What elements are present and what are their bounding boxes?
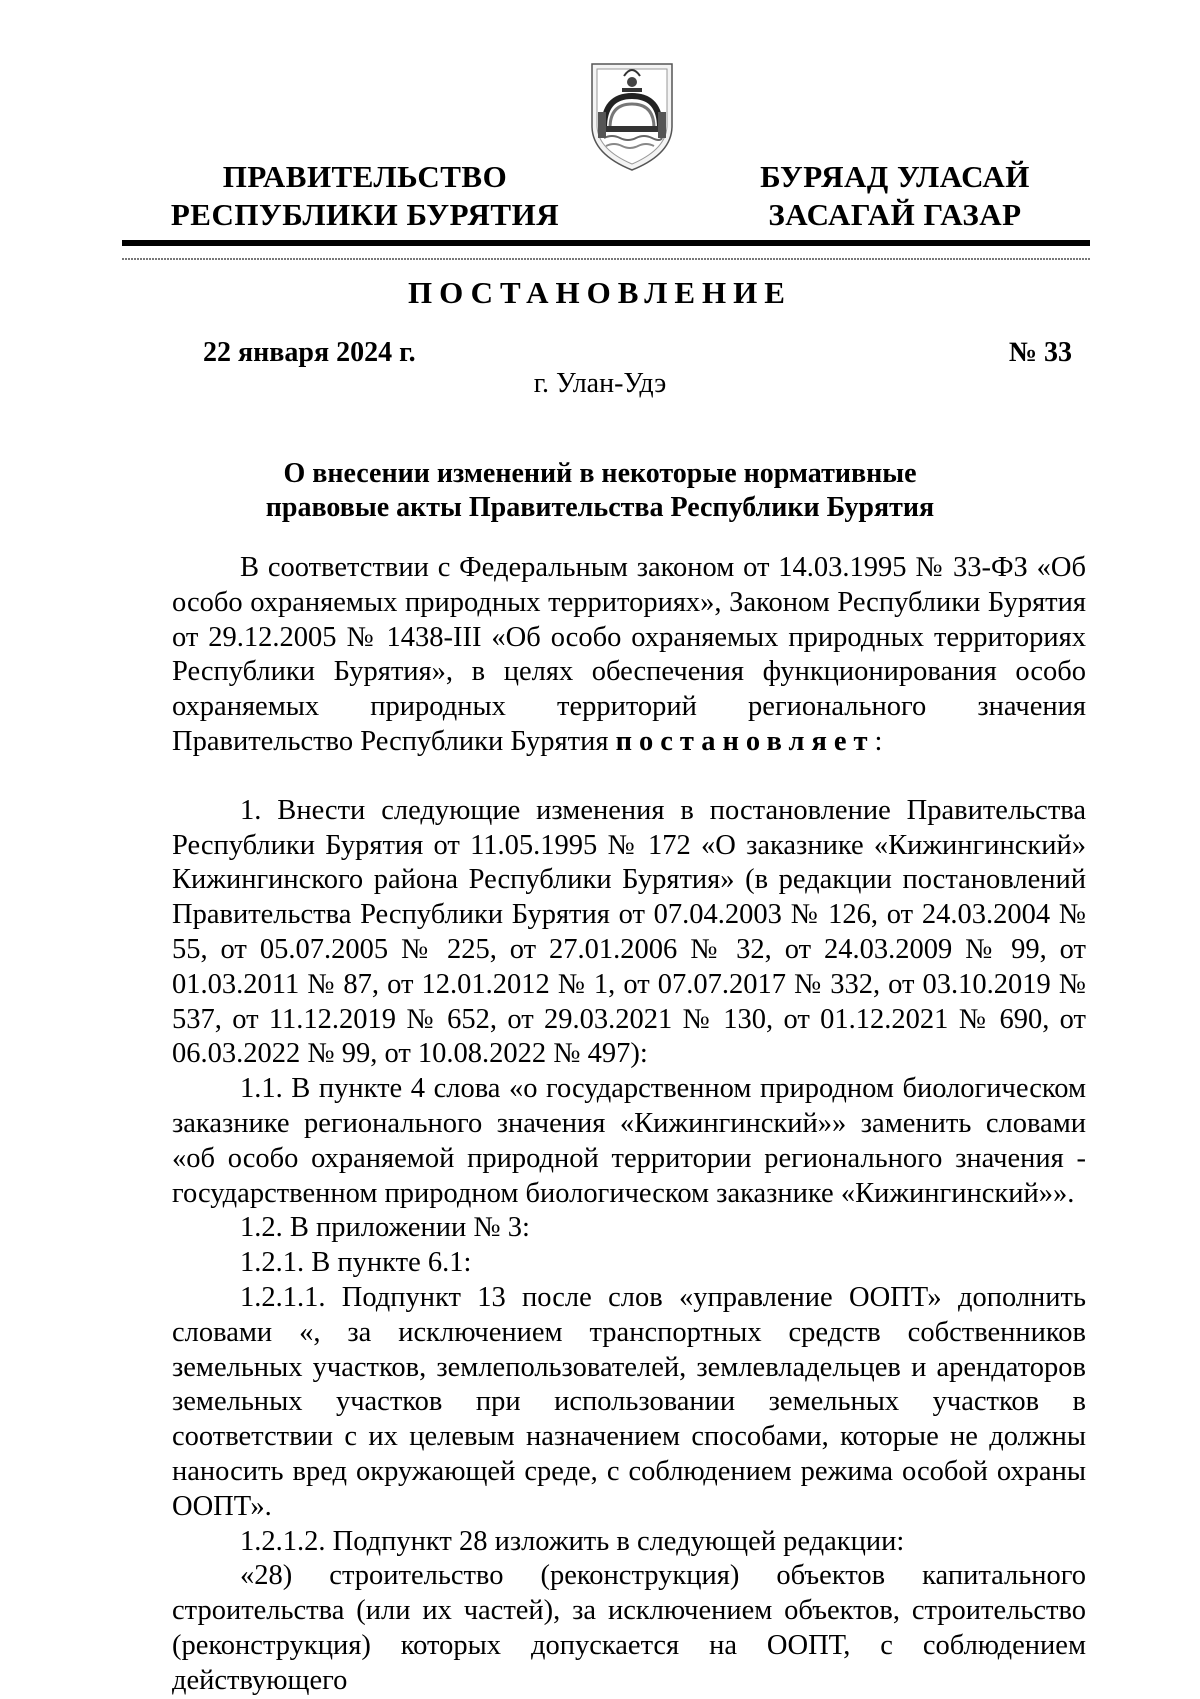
org-name-russian-line2: РЕСПУБЛИКИ БУРЯТИЯ [170, 197, 560, 232]
document-title [160, 457, 1040, 525]
org-name-russian [170, 158, 560, 234]
document-date: 22 января 2024 г. [203, 337, 416, 368]
header-divider-thin [122, 258, 1090, 260]
org-name-russian-line1: ПРАВИТЕЛЬСТВО [222, 159, 508, 194]
document-number: № 33 [1008, 337, 1072, 368]
document-title-line1: О внесении изменений в некоторые нормативные [283, 458, 917, 489]
document-title-line2: правовые акты Правительства Республики Бурятия [265, 492, 935, 523]
clause-1-1: 1.1. В пункте 4 слова «о государственном природном биологическом заказнике регионального значения «Кижингинский»» заменить словами «об особо охраняемой природной территории регионального значения - государственном природном биологическом заказнике «Кижингинский»». [172, 1073, 1086, 1209]
resolves-colon: : [874, 725, 883, 757]
clause-1-2-1: 1.2.1. В пункте 6.1: [240, 1247, 472, 1279]
org-name-buryat-line1: БУРЯАД УЛАСАЙ [760, 159, 1030, 194]
document-body [172, 551, 1086, 1699]
document-type: ПОСТАНОВЛЕНИЕ [408, 275, 792, 310]
clause-28: «28) строительство (реконструкция) объектов капитального строительства (или их частей), за исключением объектов, строительство (реконструкция) которых допускается на ООПТ, с соблюдением действующего [172, 1560, 1086, 1696]
preamble-text: В соответствии с Федеральным законом от 14.03.1995 № 33-ФЗ «Об особо охраняемых природных территориях», Законом Республики Бурятия от 29.12.2005 № 1438-III «Об особо охраняемых природных территориях Республики Бурятия», в целях обеспечения функционирования особо охраняемых природных территорий регионального значения Правительство Республики Бурятия [172, 552, 1086, 757]
clause-1-2-1-1: 1.2.1.1. Подпункт 13 после слов «управление ООПТ» дополнить словами «, за исключением транспортных средств собственников земельных участков, землепользователей, землевладельцев и арендаторов земельных участков при использовании земельных участков в соответствии с их целевым назначением способами, которые не должны наносить вред окружающей среде, с соблюдением режима особой охраны ООПТ». [172, 1281, 1086, 1522]
org-name-buryat-line2: ЗАСАГАЙ ГАЗАР [768, 197, 1022, 232]
coat-of-arms-icon [586, 56, 678, 176]
org-name-buryat [745, 158, 1045, 234]
clause-1-2-1-2: 1.2.1.2. Подпункт 28 изложить в следующей редакции: [240, 1525, 905, 1557]
clause-1-2: 1.2. В приложении № 3: [240, 1212, 530, 1244]
preamble-paragraph [172, 551, 1086, 760]
resolves-word: постановляет [615, 725, 875, 757]
header-divider-thick [122, 240, 1090, 246]
clause-1: 1. Внести следующие изменения в постановление Правительства Республики Бурятия от 11.05.1995 № 172 «О заказнике «Кижингинский» Кижингинского района Республики Бурятия» (в редакции постановлений Правительства Республики Бурятия от 07.04.2003 № 126, от 24.03.2004 № 55, от 05.07.2005 № 225, от 27.01.2006 № 32, от 24.03.2009 № 99, от 01.03.2011 № 87, от 12.01.2012 № 1, от 07.07.2017 № 332, от 03.10.2019 № 537, от 11.12.2019 № 652, от 29.03.2021 № 130, от 01.12.2021 № 690, от 06.03.2022 № 99, от 10.08.2022 № 497): [172, 794, 1086, 1070]
document-city: г. Улан-Удэ [533, 368, 667, 399]
